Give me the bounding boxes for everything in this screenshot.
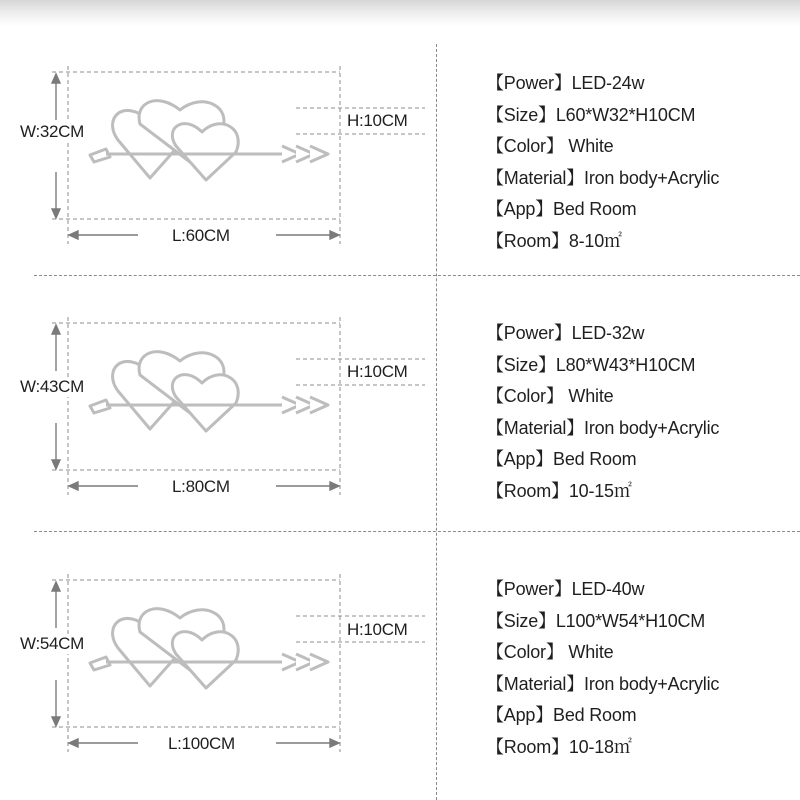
horizontal-divider	[34, 531, 800, 532]
spec-key: 【Material】	[486, 167, 585, 188]
spec-key: 【Color】	[486, 642, 564, 663]
spec-value: Bed Room	[553, 705, 637, 726]
width-label: W:54CM	[20, 634, 85, 653]
spec-value: LED-24w	[571, 73, 645, 93]
spec-value: Iron body+Acrylic	[584, 167, 720, 188]
spec-key: 【Material】	[486, 673, 585, 694]
height-label: H:10CM	[347, 620, 408, 639]
length-label: L:80CM	[172, 477, 230, 496]
product-specs-3	[486, 574, 800, 764]
height-label: H:10CM	[347, 362, 408, 381]
width-label: W:32CM	[20, 122, 85, 141]
spec-value: White	[563, 136, 614, 157]
spec-key: 【Power】	[486, 579, 572, 599]
spec-size	[486, 100, 800, 132]
length-label: L:60CM	[172, 226, 230, 245]
spec-key: 【App】	[486, 199, 554, 220]
lamp-dimension-diagram	[0, 58, 436, 248]
spec-value: Iron body+Acrylic	[584, 417, 720, 438]
heart-lamp-icon	[90, 609, 328, 688]
spec-material	[486, 163, 800, 195]
lamp-dimension-diagram	[0, 309, 436, 499]
spec-key: 【Size】	[486, 610, 556, 631]
spec-color	[486, 381, 800, 413]
spec-power	[486, 318, 800, 350]
spec-value: Iron body+Acrylic	[584, 673, 720, 694]
width-label: W:43CM	[20, 377, 85, 396]
spec-value: 10-18㎡	[568, 736, 632, 757]
product-specs-1	[486, 68, 800, 258]
spec-key: 【Room】	[486, 480, 569, 501]
spec-color	[486, 131, 800, 163]
spec-room	[486, 476, 800, 508]
lamp-dimension-diagram	[0, 566, 436, 756]
spec-key: 【App】	[486, 449, 554, 470]
spec-key: 【Room】	[486, 230, 569, 251]
product-drawing-1	[0, 58, 436, 248]
top-shade	[0, 0, 800, 26]
spec-room	[486, 226, 800, 258]
spec-value: L80*W43*H10CM	[555, 354, 696, 375]
vertical-divider	[436, 44, 437, 800]
spec-key: 【Room】	[486, 736, 569, 757]
spec-room	[486, 732, 800, 764]
spec-color	[486, 637, 800, 669]
spec-value: LED-40w	[571, 579, 645, 599]
spec-value: White	[563, 642, 614, 663]
spec-key: 【Power】	[486, 73, 572, 93]
horizontal-divider	[34, 275, 800, 276]
spec-value: 10-15㎡	[568, 480, 632, 501]
spec-value: L100*W54*H10CM	[555, 610, 706, 631]
heart-lamp-icon	[90, 101, 328, 180]
spec-value: Bed Room	[553, 199, 637, 220]
spec-value: L60*W32*H10CM	[555, 104, 696, 125]
length-label: L:100CM	[168, 734, 235, 753]
spec-power	[486, 68, 800, 100]
spec-key: 【Color】	[486, 386, 564, 407]
spec-app	[486, 700, 800, 732]
spec-value: Bed Room	[553, 449, 637, 470]
spec-material	[486, 413, 800, 445]
spec-value: 8-10㎡	[568, 230, 622, 251]
spec-power	[486, 574, 800, 606]
spec-value: White	[563, 386, 614, 407]
heart-lamp-icon	[90, 352, 328, 431]
spec-key: 【Size】	[486, 354, 556, 375]
product-specs-2	[486, 318, 800, 508]
spec-key: 【Size】	[486, 104, 556, 125]
spec-size	[486, 350, 800, 382]
spec-value: LED-32w	[571, 323, 645, 343]
spec-app	[486, 444, 800, 476]
spec-key: 【Material】	[486, 417, 585, 438]
product-drawing-2	[0, 309, 436, 499]
product-drawing-3	[0, 566, 436, 756]
spec-key: 【App】	[486, 705, 554, 726]
height-label: H:10CM	[347, 111, 408, 130]
spec-size	[486, 606, 800, 638]
spec-app	[486, 194, 800, 226]
spec-key: 【Power】	[486, 323, 572, 343]
spec-key: 【Color】	[486, 136, 564, 157]
spec-material	[486, 669, 800, 701]
